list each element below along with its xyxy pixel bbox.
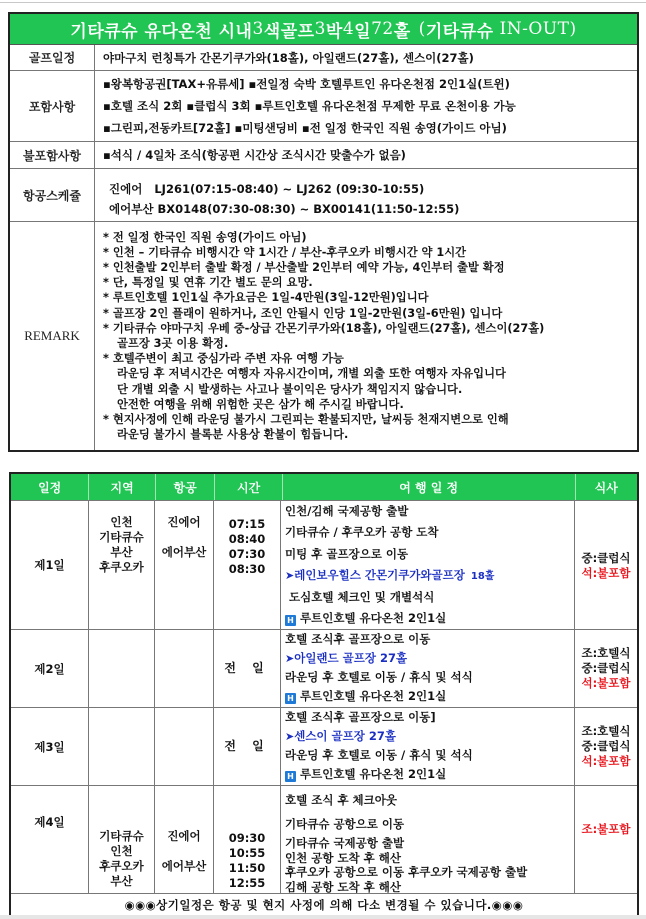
time-cell bbox=[214, 708, 281, 785]
meal-included: 조:호텔식 bbox=[581, 724, 631, 738]
remark-line: * 단, 특정일 및 연휴 기간 별도 문의 요망. bbox=[103, 276, 313, 290]
time-cell bbox=[214, 630, 281, 707]
region-name: 부산 bbox=[110, 545, 133, 559]
hotel-line bbox=[285, 608, 574, 629]
region-name: 인천 bbox=[110, 844, 133, 858]
plan-text: 후쿠오카 공항으로 이동 후쿠오카 국제공항 출발 bbox=[285, 865, 528, 879]
region-name: 인천 bbox=[110, 515, 133, 529]
airline-cell bbox=[155, 786, 214, 893]
plan-text: 인천/김해 국제공항 출발 bbox=[285, 504, 409, 518]
plan-text: 호텔 조식 후 체크아웃 bbox=[285, 793, 397, 807]
plan-text: 기타큐슈 국제공항 출발 bbox=[285, 836, 405, 850]
header-day: 일정 bbox=[11, 474, 89, 500]
airline-cell bbox=[155, 501, 214, 629]
day-row bbox=[11, 785, 637, 893]
plan-line bbox=[285, 630, 574, 649]
time-value: 12:55 bbox=[228, 876, 266, 890]
meal-included: 조:호텔식 bbox=[581, 646, 631, 660]
remark-line: * 전 일정 한국인 직원 송영(가이드 아님) bbox=[103, 230, 307, 244]
title-text: 일 bbox=[354, 21, 372, 42]
plan-cell bbox=[281, 501, 575, 629]
plan-line bbox=[285, 865, 574, 880]
hotel-line bbox=[285, 765, 574, 784]
included-label: 포함사항 bbox=[10, 71, 95, 141]
meal-cell bbox=[575, 708, 637, 785]
flight-line: 에어부산 BX0148(07:30-08:30) ~ BX00141(11:50-12:55) bbox=[109, 202, 460, 216]
golf-course-line bbox=[285, 727, 574, 746]
itinerary-footer-note: ◉◉◉상기일정은 항공 및 현지 사정에 의해 다소 변경될 수 있습니다.◉◉◉ bbox=[11, 893, 637, 916]
day-row bbox=[11, 500, 637, 629]
plan-line bbox=[285, 522, 574, 543]
bottom-divider bbox=[0, 915, 646, 919]
remark-line: 라운딩 불가시 블록분 사용상 환불이 힘듭니다. bbox=[117, 428, 349, 442]
title-text: 기타큐슈 유다온천 시내 bbox=[70, 21, 253, 42]
tour-title bbox=[10, 14, 637, 45]
plan-cell bbox=[281, 786, 575, 893]
time-cell bbox=[214, 501, 281, 629]
plan-text: 기타큐슈 / 후쿠오카 공항 도착 bbox=[285, 525, 439, 540]
time-value: 11:50 bbox=[228, 861, 266, 875]
time-value: 07:15 bbox=[228, 517, 266, 531]
plan-text: 루트인호텔 유다온천 2인1실 bbox=[300, 767, 447, 781]
day-label: 제2일 bbox=[11, 630, 89, 707]
plan-text: 기타큐슈 공항으로 이동 bbox=[285, 817, 405, 831]
title-text: 홀 bbox=[393, 21, 411, 42]
plan-text: 김해 공항 도착 후 해산 bbox=[285, 879, 401, 894]
meal-not-included: 석:불포함 bbox=[581, 676, 631, 690]
header-meal: 식사 bbox=[594, 480, 618, 495]
time-value: 08:40 bbox=[228, 532, 266, 546]
arrow-icon: ➤ bbox=[285, 730, 295, 743]
plan-line bbox=[285, 812, 574, 836]
title-text: ( bbox=[418, 19, 426, 39]
hotel-icon: H bbox=[285, 771, 296, 782]
region-cell bbox=[89, 708, 155, 785]
included-line: ▪그린피,전동카트[72홀] ▪미팅샌딩비 ▪전 일정 한국인 직원 송영(가이드 아님) bbox=[103, 121, 507, 135]
plan-text: 라운딩 후 호텔로 이동 / 휴식 및 석식 bbox=[285, 748, 473, 762]
itinerary-header bbox=[11, 474, 637, 500]
flight-schedule-row bbox=[10, 169, 637, 222]
meal-not-included: 석:불포함 bbox=[581, 566, 631, 580]
meal-cell bbox=[575, 501, 637, 629]
remark-line: 라운딩 후 저녁시간은 여행자 자유시간이며, 개별 외출 또한 여행자 자유입니다 bbox=[117, 367, 506, 381]
plan-text: 인천 공항 도착 후 해산 bbox=[285, 850, 401, 865]
time-value: 전 일 bbox=[224, 739, 270, 753]
remark-line: 골프장 3곳 이용 확정. bbox=[117, 337, 229, 350]
golf-schedule-row bbox=[10, 45, 637, 71]
title-text: 3 bbox=[314, 19, 326, 39]
plan-text: 도심호텔 체크인 및 개별석식 bbox=[285, 590, 435, 605]
time-value: 07:30 bbox=[228, 547, 266, 561]
flight-schedule-label: 항공스케쥴 bbox=[10, 169, 95, 221]
itinerary-table bbox=[9, 472, 639, 916]
plan-text: 호텔 조식후 골프장으로 이동 bbox=[285, 632, 431, 646]
hotel-icon: H bbox=[285, 615, 296, 626]
arrow-icon: ➤ bbox=[285, 568, 295, 582]
remark-line: * 기타큐슈 야마구치 우베 중-상급 간몬기쿠가와(18홀), 아일랜드(27홀), 센스이(27홀) bbox=[103, 321, 545, 335]
region-name: 기타큐슈 bbox=[99, 530, 144, 544]
header-airline: 항공 bbox=[156, 474, 216, 500]
time-value: 전 일 bbox=[224, 661, 270, 675]
remark-line: * 인천 – 기타큐슈 비행시간 약 1시간 / 부산-후쿠오카 비행시간 약 1시간 bbox=[103, 245, 467, 259]
time-value: 09:30 bbox=[228, 831, 266, 845]
included-line: ▪호텔 조식 2회 ▪클럽식 3회 ▪루트인호텔 유다온천점 무제한 무료 온천이용 가능 bbox=[103, 99, 516, 113]
plan-line bbox=[285, 746, 574, 765]
remark-list bbox=[95, 222, 637, 450]
top-divider bbox=[0, 2, 646, 3]
golf-schedule-label: 골프일정 bbox=[10, 45, 95, 70]
region-name: 부산 bbox=[110, 874, 133, 888]
plan-cell bbox=[281, 630, 575, 707]
golf-course-line bbox=[285, 649, 574, 668]
region-name: 후쿠오카 bbox=[99, 560, 144, 574]
plan-line bbox=[285, 880, 574, 895]
golf-course-line bbox=[285, 565, 574, 587]
flight-schedule-value bbox=[95, 169, 637, 221]
time-value: 08:30 bbox=[228, 562, 266, 576]
title-text: IN-OUT) bbox=[499, 19, 577, 39]
airline-name: 에어부산 bbox=[161, 545, 207, 559]
header-time: 시간 bbox=[215, 474, 282, 500]
included-line: ▪왕복항공권[TAX+유류세] ▪전일정 숙박 호텔루트인 유다온천점 2인1실(트윈) bbox=[103, 77, 510, 91]
meal-cell bbox=[575, 786, 637, 893]
golf-schedule-text: 야마구치 런칭특가 간몬기쿠가와(18홀), 아일랜드(27홀), 센스이(27홀) bbox=[103, 50, 474, 65]
title-text: 박 bbox=[325, 21, 343, 42]
flight-line: 진에어 LJ261(07:15-08:40) ~ LJ262 (09:30-10:55) bbox=[109, 182, 425, 196]
title-text: 4 bbox=[342, 19, 355, 39]
excluded-text: ▪석식 / 4일차 조식(항공편 시간상 조식시간 맞출수가 없음) bbox=[103, 148, 406, 162]
remark-line: * 루트인호텔 1인1실 추가요금은 1일-4만원(3일-12만원)입니다 bbox=[103, 291, 429, 305]
remark-line: 안전한 여행을 위해 위험한 곳은 삼가 해 주시길 바랍니다. bbox=[117, 397, 404, 411]
plan-line bbox=[285, 668, 574, 687]
meal-included: 중:클럽식 bbox=[581, 661, 631, 675]
plan-line bbox=[285, 708, 574, 727]
day-label: 제1일 bbox=[11, 501, 89, 629]
tour-info-table bbox=[8, 12, 639, 452]
day-label: 제4일 bbox=[11, 786, 89, 893]
region-name: 후쿠오카 bbox=[99, 859, 144, 873]
plan-cell bbox=[281, 708, 575, 785]
title-text: 색골프 bbox=[263, 21, 315, 42]
airline-name: 진에어 bbox=[167, 829, 201, 843]
plan-line bbox=[285, 836, 574, 851]
meal-cell bbox=[575, 630, 637, 707]
included-row bbox=[10, 71, 637, 142]
plan-line bbox=[285, 587, 574, 608]
remark-line: * 현지사정에 인해 라운딩 불가시 그린피는 환불되지만, 날씨등 천재지변으로 인해 bbox=[103, 413, 509, 427]
plan-line bbox=[285, 501, 574, 522]
hotel-icon: H bbox=[285, 693, 296, 704]
meal-not-included: 조:불포함 bbox=[581, 822, 631, 836]
plan-text: 센스이 골프장 27홀 bbox=[294, 729, 396, 743]
airline-name: 에어부산 bbox=[161, 859, 207, 873]
airline-cell bbox=[155, 708, 214, 785]
plan-text: 레인보우힐스 간몬기쿠가와골프장 bbox=[294, 567, 465, 582]
title-text: 72 bbox=[371, 19, 394, 39]
day-row bbox=[11, 629, 637, 707]
region-cell bbox=[89, 786, 155, 893]
excluded-value bbox=[95, 142, 637, 168]
airline-cell bbox=[155, 630, 214, 707]
time-value: 10:55 bbox=[228, 846, 266, 860]
header-region: 지역 bbox=[89, 474, 155, 500]
header-plan: 여 행 일 정 bbox=[283, 474, 576, 500]
arrow-icon: ➤ bbox=[285, 652, 295, 665]
plan-text: 아일랜드 골프장 27홀 bbox=[294, 651, 408, 665]
meal-not-included: 석:불포함 bbox=[581, 754, 631, 768]
hotel-line bbox=[285, 687, 574, 706]
title-text: 3 bbox=[252, 19, 264, 39]
region-cell bbox=[89, 630, 155, 707]
itinerary-body bbox=[11, 500, 637, 893]
time-cell bbox=[214, 786, 281, 893]
airline-name: 진에어 bbox=[167, 515, 201, 529]
remark-line: 단 개별 외출 시 발생하는 사고나 불이익은 당사가 책임지지 않습니다. bbox=[117, 382, 463, 396]
meal-included: 중:클럽식 bbox=[581, 739, 631, 753]
golf-schedule-value bbox=[95, 45, 637, 70]
plan-text: 라운딩 후 호텔로 이동 / 휴식 및 석식 bbox=[285, 670, 473, 684]
included-value bbox=[95, 71, 637, 141]
meal-included: 중:클럽식 bbox=[581, 551, 631, 565]
region-cell bbox=[89, 501, 155, 629]
remark-line: * 인천출발 2인부터 출발 확정 / 부산출발 2인부터 예약 가능, 4인부터 출발 확정 bbox=[103, 260, 505, 274]
plan-line bbox=[285, 851, 574, 866]
plan-line bbox=[285, 788, 574, 812]
plan-line bbox=[285, 544, 574, 565]
day-label: 제3일 bbox=[11, 708, 89, 785]
remark-row bbox=[10, 222, 637, 450]
remark-line: * 골프장 2인 플래이 원하거나, 조인 안될시 인당 1일-2만원(3일-6만원) 입니다 bbox=[103, 306, 503, 320]
day-row bbox=[11, 707, 637, 785]
region-name: 기타큐슈 bbox=[99, 829, 144, 843]
excluded-label: 불포함사항 bbox=[10, 142, 95, 168]
remark-line: * 호텔주변이 최고 중심가라 주변 자유 여행 가능 bbox=[103, 352, 344, 366]
hole-count: 18홀 bbox=[470, 570, 495, 582]
plan-text: 루트인호텔 유다온천 2인1실 bbox=[300, 611, 447, 626]
plan-text: 미팅 후 골프장으로 이동 bbox=[285, 546, 409, 561]
remark-label: REMARK bbox=[10, 222, 95, 450]
plan-text: 호텔 조식후 골프장으로 이동] bbox=[285, 710, 436, 724]
plan-text: 루트인호텔 유다온천 2인1실 bbox=[300, 689, 447, 703]
title-text: 기타큐슈 bbox=[425, 21, 494, 42]
excluded-row bbox=[10, 142, 637, 169]
